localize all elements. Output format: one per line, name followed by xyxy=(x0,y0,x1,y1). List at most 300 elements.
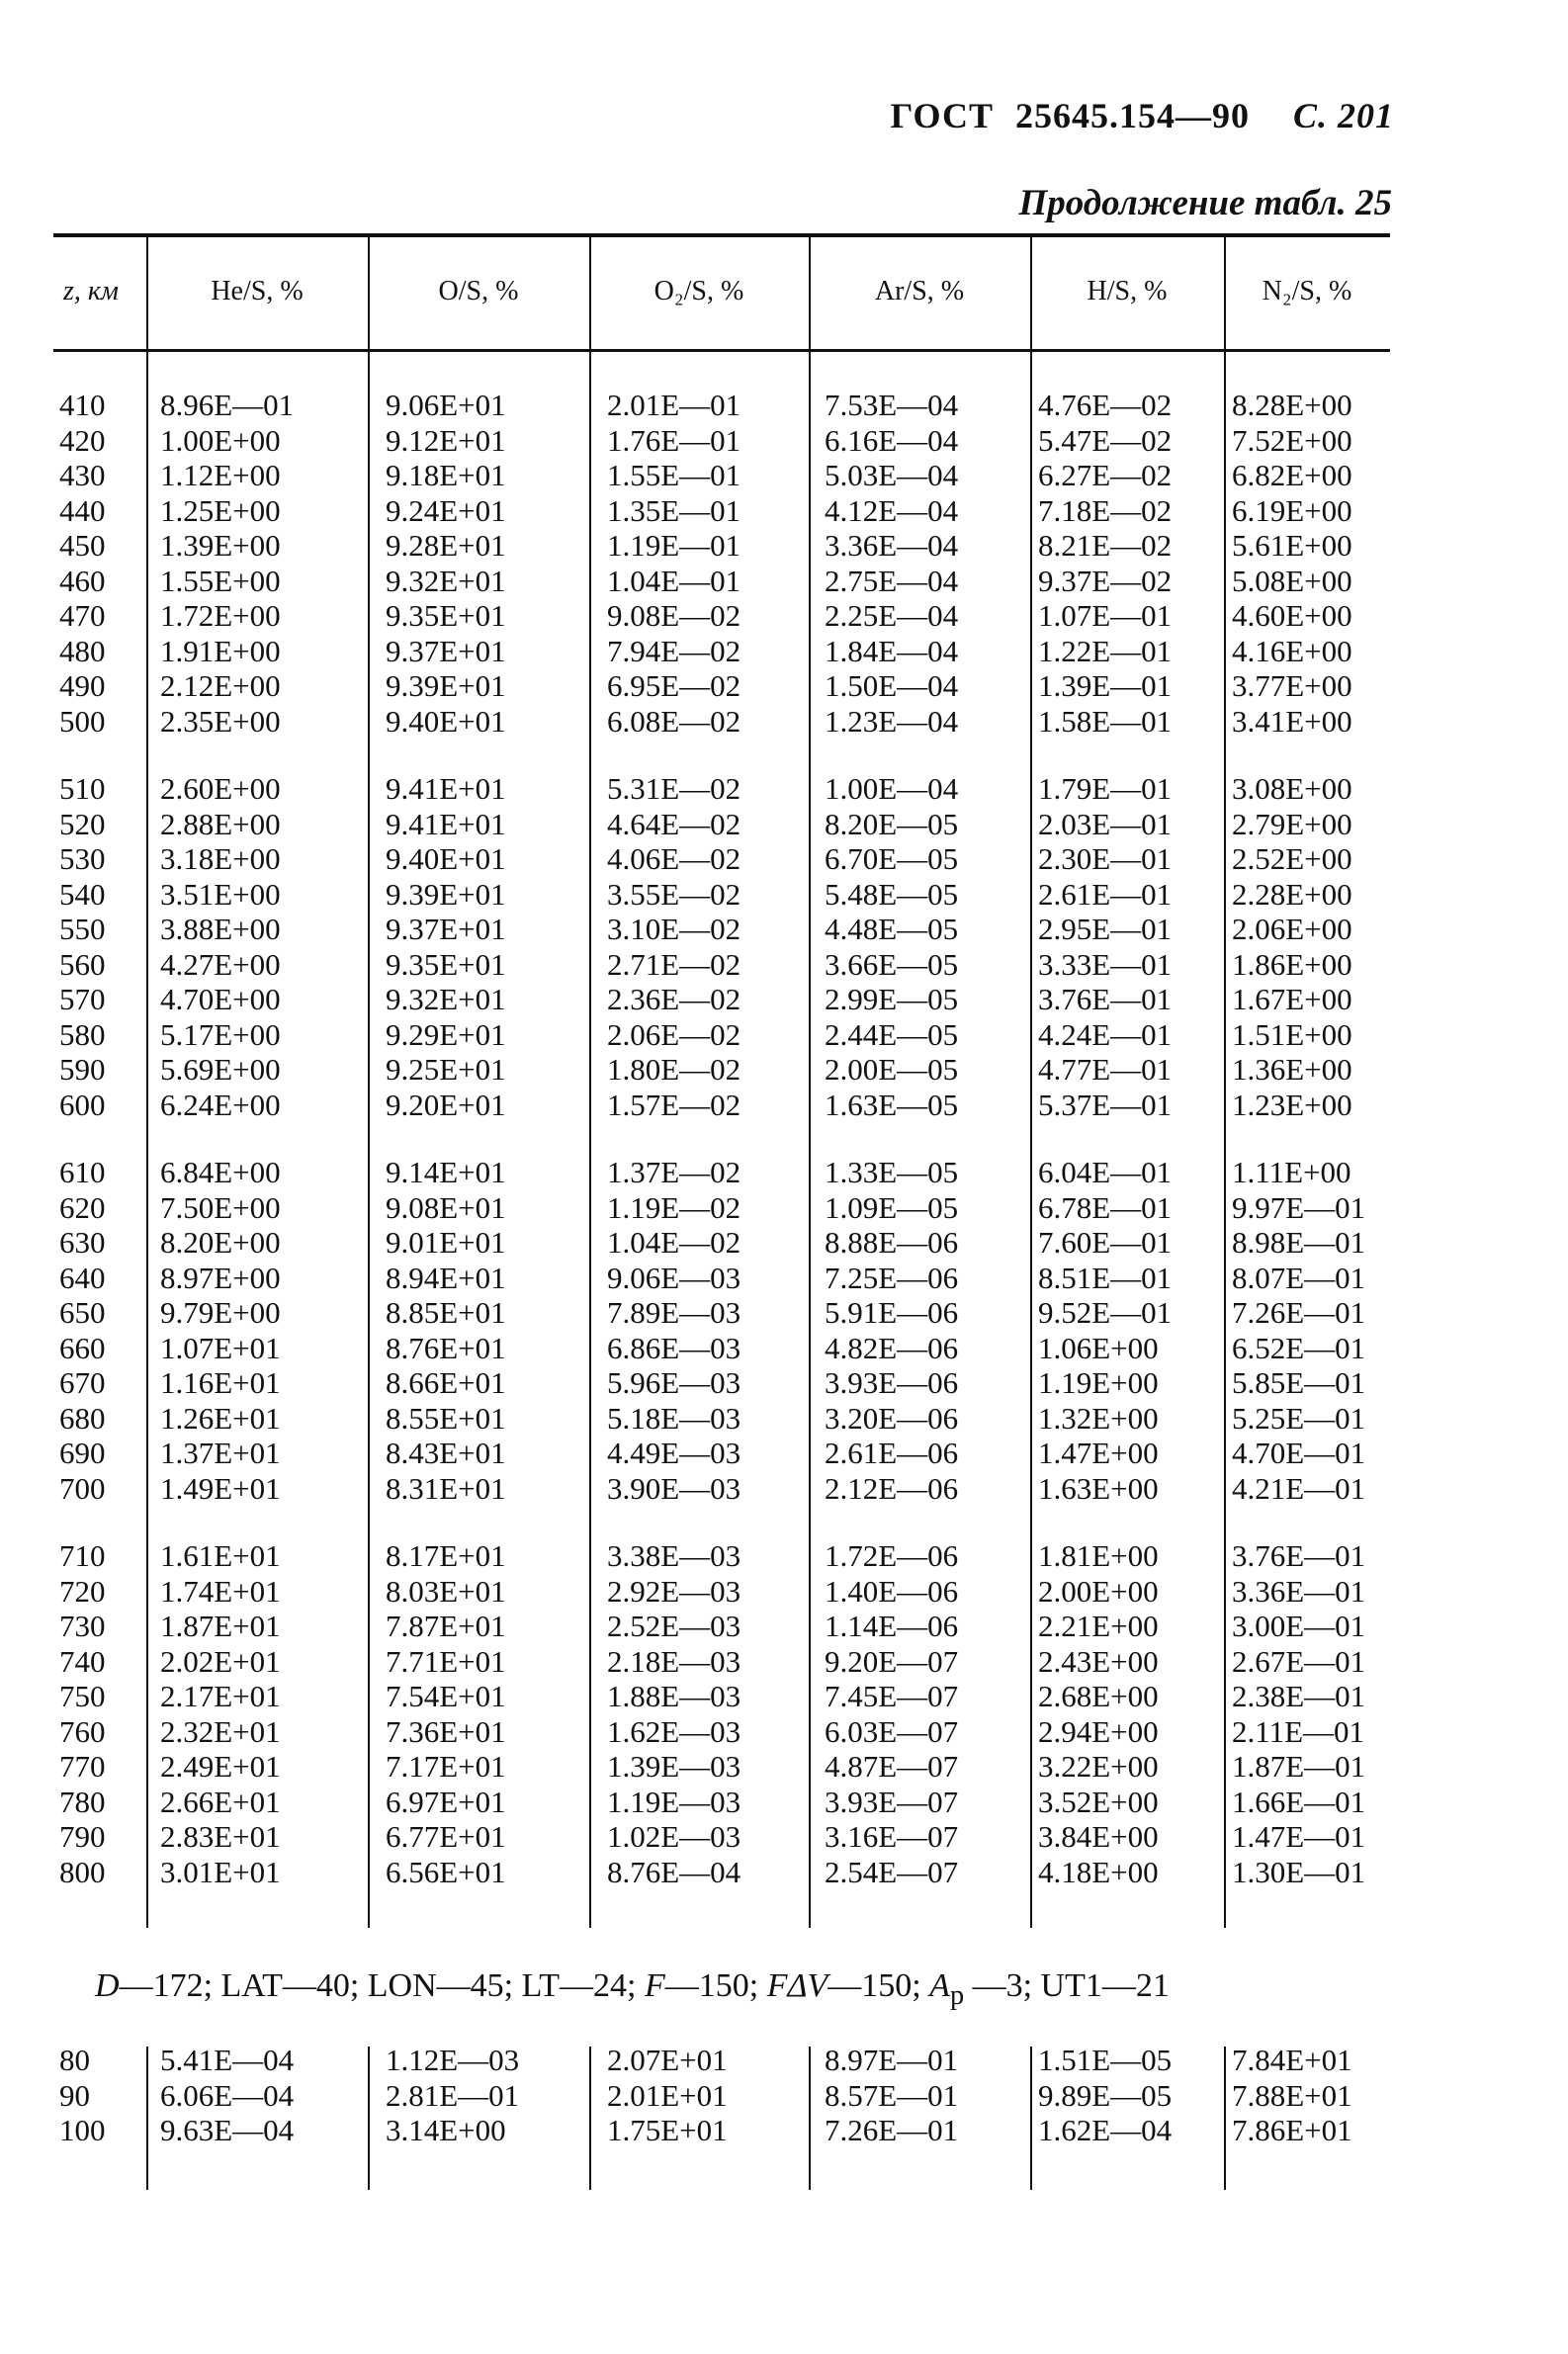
cell-o2: 3.55E—02 xyxy=(607,876,741,912)
cell-altitude: 680 xyxy=(59,1400,106,1436)
cell-o2: 7.94E—02 xyxy=(607,633,741,668)
cell-he: 9.79E+00 xyxy=(160,1295,281,1330)
cell-altitude: 780 xyxy=(59,1784,106,1819)
cell-ar: 2.75E—04 xyxy=(825,563,959,598)
cell-altitude: 500 xyxy=(59,703,106,739)
cell-altitude: 620 xyxy=(59,1189,106,1225)
upper-column-divider xyxy=(589,237,591,1928)
cell-ar: 1.09E—05 xyxy=(825,1189,959,1225)
cell-he: 2.32E+01 xyxy=(160,1713,281,1749)
cell-n2: 3.08E+00 xyxy=(1232,771,1352,806)
cell-altitude: 730 xyxy=(59,1609,106,1643)
cell-ar: 1.40E—06 xyxy=(825,1573,959,1609)
cell-o2: 4.64E—02 xyxy=(607,806,741,841)
cell-o2: 6.08E—02 xyxy=(607,703,741,739)
cell-n2: 9.97E—01 xyxy=(1232,1189,1366,1225)
cell-altitude: 590 xyxy=(59,1052,106,1087)
cell-h: 4.76E—02 xyxy=(1038,388,1173,422)
cell-o: 9.18E+01 xyxy=(386,458,506,492)
cell-n2: 4.21E—01 xyxy=(1232,1470,1366,1506)
cell-h: 9.52E—01 xyxy=(1038,1295,1173,1330)
cell-o2: 5.18E—03 xyxy=(607,1400,741,1436)
cell-he: 1.07E+01 xyxy=(160,1330,281,1365)
cell-n2: 3.41E+00 xyxy=(1232,703,1352,739)
cell-h: 2.21E+00 xyxy=(1038,1609,1159,1643)
cell-he: 8.96E—01 xyxy=(160,388,295,422)
cell-ar: 5.91E—06 xyxy=(825,1295,959,1330)
cell-n2: 1.30E—01 xyxy=(1232,1854,1366,1889)
cell-h: 1.63E+00 xyxy=(1038,1470,1159,1506)
cell-o: 9.37E+01 xyxy=(386,912,506,946)
cell-n2: 1.87E—01 xyxy=(1232,1749,1366,1784)
upper-column-divider xyxy=(1224,237,1226,1928)
cell-o: 7.71E+01 xyxy=(386,1643,506,1679)
cell-ar: 2.25E—04 xyxy=(825,598,959,633)
cell-h: 1.51E—05 xyxy=(1038,2043,1173,2077)
cell-altitude: 560 xyxy=(59,946,106,982)
cell-h: 4.18E+00 xyxy=(1038,1854,1159,1889)
cell-ar: 6.03E—07 xyxy=(825,1713,959,1749)
cell-o: 9.41E+01 xyxy=(386,771,506,806)
lower-column-divider xyxy=(1030,2047,1032,2190)
cond-d-rest: —172; LAT—40; LON—45; LT—24; xyxy=(119,1967,645,2004)
cell-ar: 2.61E—06 xyxy=(825,1436,959,1470)
cell-he: 3.01E+01 xyxy=(160,1854,281,1889)
cell-he: 1.16E+01 xyxy=(160,1365,281,1400)
cond-d-label: D xyxy=(95,1967,120,2004)
cell-altitude: 550 xyxy=(59,912,106,946)
cell-h: 1.79E—01 xyxy=(1038,771,1173,806)
cell-altitude: 800 xyxy=(59,1854,106,1889)
cell-altitude: 530 xyxy=(59,841,106,876)
cell-he: 5.41E—04 xyxy=(160,2043,295,2077)
cell-o2: 2.01E+01 xyxy=(607,2077,728,2113)
cell-o: 9.20E+01 xyxy=(386,1087,506,1122)
cell-o2: 1.02E—03 xyxy=(607,1819,741,1854)
cell-n2: 1.51E+00 xyxy=(1232,1016,1352,1052)
upper-column-divider xyxy=(368,237,370,1928)
cell-ar: 4.87E—07 xyxy=(825,1749,959,1784)
cell-o2: 1.75E+01 xyxy=(607,2113,728,2147)
cell-o2: 1.39E—03 xyxy=(607,1749,741,1784)
cell-o: 8.66E+01 xyxy=(386,1365,506,1400)
cell-ar: 1.63E—05 xyxy=(825,1087,959,1122)
cell-h: 1.39E—01 xyxy=(1038,668,1173,703)
lower-column-divider xyxy=(146,2047,148,2190)
lower-column-divider xyxy=(368,2047,370,2190)
cell-o2: 5.96E—03 xyxy=(607,1365,741,1400)
cell-n2: 7.88E+01 xyxy=(1232,2077,1352,2113)
cell-o: 9.40E+01 xyxy=(386,841,506,876)
cell-o: 2.81E—01 xyxy=(386,2077,520,2113)
cell-altitude: 650 xyxy=(59,1295,106,1330)
cell-o: 9.32E+01 xyxy=(386,563,506,598)
cell-altitude: 770 xyxy=(59,1749,106,1784)
cell-h: 2.30E—01 xyxy=(1038,841,1173,876)
cond-fav-label: FΔV xyxy=(766,1967,828,2004)
cell-altitude: 470 xyxy=(59,598,106,633)
cell-he: 2.17E+01 xyxy=(160,1679,281,1713)
cell-altitude: 490 xyxy=(59,668,106,703)
cell-o2: 6.95E—02 xyxy=(607,668,741,703)
cell-ar: 5.48E—05 xyxy=(825,876,959,912)
cell-o2: 1.88E—03 xyxy=(607,1679,741,1713)
cond-ap-label: A xyxy=(929,1967,950,2004)
cell-he: 2.60E+00 xyxy=(160,771,281,806)
cond-fav-rest: —150; xyxy=(828,1967,930,2004)
cell-ar: 1.84E—04 xyxy=(825,633,959,668)
cell-n2: 3.36E—01 xyxy=(1232,1573,1366,1609)
cond-ap-sub: p xyxy=(949,1979,965,2011)
cell-o: 8.94E+01 xyxy=(386,1260,506,1295)
cell-n2: 2.67E—01 xyxy=(1232,1643,1366,1679)
cell-he: 1.39E+00 xyxy=(160,528,281,563)
cell-he: 7.50E+00 xyxy=(160,1189,281,1225)
cell-he: 2.12E+00 xyxy=(160,668,281,703)
cell-o2: 9.06E—03 xyxy=(607,1260,741,1295)
cell-n2: 1.23E+00 xyxy=(1232,1087,1352,1122)
cell-h: 2.00E+00 xyxy=(1038,1573,1159,1609)
cell-altitude: 600 xyxy=(59,1087,106,1122)
cell-o: 6.56E+01 xyxy=(386,1854,506,1889)
cell-o2: 2.36E—02 xyxy=(607,982,741,1016)
standard-label: ГОСТ xyxy=(890,96,994,135)
cell-h: 6.04E—01 xyxy=(1038,1155,1173,1189)
cell-h: 3.76E—01 xyxy=(1038,982,1173,1016)
cond-f-rest: —150; xyxy=(664,1967,767,2004)
cell-n2: 2.38E—01 xyxy=(1232,1679,1366,1713)
cell-ar: 2.12E—06 xyxy=(825,1470,959,1506)
cell-n2: 1.47E—01 xyxy=(1232,1819,1366,1854)
cell-ar: 4.12E—04 xyxy=(825,492,959,528)
cell-he: 9.63E—04 xyxy=(160,2113,295,2147)
cell-h: 5.47E—02 xyxy=(1038,422,1173,458)
cell-o: 9.24E+01 xyxy=(386,492,506,528)
cell-h: 1.06E+00 xyxy=(1038,1330,1159,1365)
cell-h: 3.84E+00 xyxy=(1038,1819,1159,1854)
cell-ar: 1.00E—04 xyxy=(825,771,959,806)
cell-n2: 8.98E—01 xyxy=(1232,1225,1366,1260)
cell-altitude: 660 xyxy=(59,1330,106,1365)
cell-o2: 2.07E+01 xyxy=(607,2043,728,2077)
cell-n2: 1.36E+00 xyxy=(1232,1052,1352,1087)
cell-o: 6.97E+01 xyxy=(386,1784,506,1819)
cell-h: 1.58E—01 xyxy=(1038,703,1173,739)
cell-o: 9.37E+01 xyxy=(386,633,506,668)
cell-o: 9.12E+01 xyxy=(386,422,506,458)
cell-altitude: 630 xyxy=(59,1225,106,1260)
cell-n2: 5.08E+00 xyxy=(1232,563,1352,598)
upper-column-divider xyxy=(146,237,148,1928)
cell-n2: 4.16E+00 xyxy=(1232,633,1352,668)
cell-altitude: 750 xyxy=(59,1679,106,1713)
cell-o: 9.28E+01 xyxy=(386,528,506,563)
cell-n2: 6.82E+00 xyxy=(1232,458,1352,492)
cell-altitude: 720 xyxy=(59,1573,106,1609)
cell-o2: 5.31E—02 xyxy=(607,771,741,806)
cell-o: 9.39E+01 xyxy=(386,876,506,912)
lower-column-divider xyxy=(809,2047,811,2190)
cell-ar: 1.23E—04 xyxy=(825,703,959,739)
cell-h: 6.78E—01 xyxy=(1038,1189,1173,1225)
cell-o: 7.17E+01 xyxy=(386,1749,506,1784)
cell-altitude: 450 xyxy=(59,528,106,563)
cell-altitude: 710 xyxy=(59,1538,106,1573)
cell-o: 9.01E+01 xyxy=(386,1225,506,1260)
cell-altitude: 80 xyxy=(59,2043,90,2077)
cell-ar: 4.48E—05 xyxy=(825,912,959,946)
cell-he: 1.49E+01 xyxy=(160,1470,281,1506)
upper-column-divider xyxy=(1030,237,1032,1928)
column-header-n2: N₂/S, % xyxy=(1262,276,1352,306)
cell-o2: 1.55E—01 xyxy=(607,458,741,492)
cell-o: 9.32E+01 xyxy=(386,982,506,1016)
cell-o: 7.36E+01 xyxy=(386,1713,506,1749)
cell-o2: 3.10E—02 xyxy=(607,912,741,946)
column-header-altitude: z, км xyxy=(63,276,119,306)
cell-n2: 2.79E+00 xyxy=(1232,806,1352,841)
cell-n2: 4.60E+00 xyxy=(1232,598,1352,633)
column-header-he: He/S, % xyxy=(211,276,304,306)
cell-he: 5.69E+00 xyxy=(160,1052,281,1087)
model-conditions-line xyxy=(95,1967,1170,2012)
cell-he: 4.70E+00 xyxy=(160,982,281,1016)
standard-number: 25645.154—90 xyxy=(1014,96,1250,135)
cell-o: 9.40E+01 xyxy=(386,703,506,739)
cell-h: 1.81E+00 xyxy=(1038,1538,1159,1573)
cell-o2: 2.71E—02 xyxy=(607,946,741,982)
cell-h: 1.07E—01 xyxy=(1038,598,1173,633)
cell-altitude: 740 xyxy=(59,1643,106,1679)
column-header-o2: O₂/S, % xyxy=(653,276,744,306)
cell-altitude: 610 xyxy=(59,1155,106,1189)
cell-he: 3.18E+00 xyxy=(160,841,281,876)
cell-o: 1.12E—03 xyxy=(386,2043,520,2077)
cell-ar: 4.82E—06 xyxy=(825,1330,959,1365)
cell-o2: 3.38E—03 xyxy=(607,1538,741,1573)
cell-o: 9.08E+01 xyxy=(386,1189,506,1225)
lower-column-divider xyxy=(1224,2047,1226,2190)
cell-ar: 7.26E—01 xyxy=(825,2113,959,2147)
cell-altitude: 510 xyxy=(59,771,106,806)
cell-n2: 5.61E+00 xyxy=(1232,528,1352,563)
cell-altitude: 520 xyxy=(59,806,106,841)
cell-o2: 3.90E—03 xyxy=(607,1470,741,1506)
cell-h: 6.27E—02 xyxy=(1038,458,1173,492)
cell-h: 3.33E—01 xyxy=(1038,946,1173,982)
cell-n2: 3.76E—01 xyxy=(1232,1538,1366,1573)
cell-h: 2.61E—01 xyxy=(1038,876,1173,912)
cell-n2: 4.70E—01 xyxy=(1232,1436,1366,1470)
cell-o2: 1.04E—01 xyxy=(607,563,741,598)
cell-o2: 1.37E—02 xyxy=(607,1155,741,1189)
cell-he: 1.72E+00 xyxy=(160,598,281,633)
cell-he: 2.35E+00 xyxy=(160,703,281,739)
cell-ar: 3.20E—06 xyxy=(825,1400,959,1436)
cell-ar: 2.99E—05 xyxy=(825,982,959,1016)
cell-h: 7.60E—01 xyxy=(1038,1225,1173,1260)
cell-o: 9.35E+01 xyxy=(386,598,506,633)
cell-ar: 7.25E—06 xyxy=(825,1260,959,1295)
cell-h: 7.18E—02 xyxy=(1038,492,1173,528)
cell-he: 5.17E+00 xyxy=(160,1016,281,1052)
cell-o2: 7.89E—03 xyxy=(607,1295,741,1330)
cell-n2: 7.86E+01 xyxy=(1232,2113,1352,2147)
cell-o: 6.77E+01 xyxy=(386,1819,506,1854)
cell-ar: 3.36E—04 xyxy=(825,528,959,563)
cell-altitude: 570 xyxy=(59,982,106,1016)
cell-altitude: 580 xyxy=(59,1016,106,1052)
cell-he: 1.26E+01 xyxy=(160,1400,281,1436)
cell-altitude: 540 xyxy=(59,876,106,912)
cell-o2: 1.04E—02 xyxy=(607,1225,741,1260)
cell-ar: 3.16E—07 xyxy=(825,1819,959,1854)
cell-n2: 8.28E+00 xyxy=(1232,388,1352,422)
page-header xyxy=(891,95,1394,136)
cell-o: 3.14E+00 xyxy=(386,2113,506,2147)
cell-he: 2.49E+01 xyxy=(160,1749,281,1784)
cell-o: 9.41E+01 xyxy=(386,806,506,841)
cell-o2: 8.76E—04 xyxy=(607,1854,741,1889)
cell-he: 2.83E+01 xyxy=(160,1819,281,1854)
cell-o: 9.35E+01 xyxy=(386,946,506,982)
cell-altitude: 640 xyxy=(59,1260,106,1295)
cell-altitude: 670 xyxy=(59,1365,106,1400)
lower-column-divider xyxy=(589,2047,591,2190)
cell-o: 9.06E+01 xyxy=(386,388,506,422)
cell-h: 2.03E—01 xyxy=(1038,806,1173,841)
cell-o: 8.85E+01 xyxy=(386,1295,506,1330)
cell-h: 4.24E—01 xyxy=(1038,1016,1173,1052)
cell-o: 8.17E+01 xyxy=(386,1538,506,1573)
cell-ar: 2.00E—05 xyxy=(825,1052,959,1087)
cell-he: 6.06E—04 xyxy=(160,2077,295,2113)
cell-o: 8.03E+01 xyxy=(386,1573,506,1609)
cell-o2: 1.62E—03 xyxy=(607,1713,741,1749)
cell-n2: 5.85E—01 xyxy=(1232,1365,1366,1400)
cell-altitude: 790 xyxy=(59,1819,106,1854)
cell-ar: 2.54E—07 xyxy=(825,1854,959,1889)
cell-n2: 1.66E—01 xyxy=(1232,1784,1366,1819)
cell-o: 9.25E+01 xyxy=(386,1052,506,1087)
cond-f-label: F xyxy=(644,1967,665,2004)
cell-ar: 2.44E—05 xyxy=(825,1016,959,1052)
cell-n2: 7.84E+01 xyxy=(1232,2043,1352,2077)
cell-he: 1.00E+00 xyxy=(160,422,281,458)
cell-ar: 7.45E—07 xyxy=(825,1679,959,1713)
cell-he: 1.61E+01 xyxy=(160,1538,281,1573)
cell-n2: 5.25E—01 xyxy=(1232,1400,1366,1436)
cell-he: 3.88E+00 xyxy=(160,912,281,946)
cell-n2: 1.86E+00 xyxy=(1232,946,1352,982)
upper-column-divider xyxy=(809,237,811,1928)
cell-o2: 1.76E—01 xyxy=(607,422,741,458)
cell-o: 9.39E+01 xyxy=(386,668,506,703)
cell-h: 1.32E+00 xyxy=(1038,1400,1159,1436)
cell-o2: 2.06E—02 xyxy=(607,1016,741,1052)
cell-o: 8.43E+01 xyxy=(386,1436,506,1470)
cell-ar: 6.70E—05 xyxy=(825,841,959,876)
cell-ar: 8.97E—01 xyxy=(825,2043,959,2077)
cell-o2: 1.19E—01 xyxy=(607,528,741,563)
cell-he: 2.88E+00 xyxy=(160,806,281,841)
cell-he: 4.27E+00 xyxy=(160,946,281,982)
cell-he: 1.25E+00 xyxy=(160,492,281,528)
cell-altitude: 690 xyxy=(59,1436,106,1470)
cell-h: 8.21E—02 xyxy=(1038,528,1173,563)
cell-ar: 6.16E—04 xyxy=(825,422,959,458)
cell-ar: 7.53E—04 xyxy=(825,388,959,422)
cell-o2: 6.86E—03 xyxy=(607,1330,741,1365)
cell-h: 3.22E+00 xyxy=(1038,1749,1159,1784)
cell-o2: 1.80E—02 xyxy=(607,1052,741,1087)
cell-ar: 1.72E—06 xyxy=(825,1538,959,1573)
cell-n2: 2.06E+00 xyxy=(1232,912,1352,946)
cell-h: 8.51E—01 xyxy=(1038,1260,1173,1295)
cell-he: 1.37E+01 xyxy=(160,1436,281,1470)
cell-h: 1.19E+00 xyxy=(1038,1365,1159,1400)
cell-he: 6.24E+00 xyxy=(160,1087,281,1122)
cell-o2: 1.19E—02 xyxy=(607,1189,741,1225)
cell-n2: 7.26E—01 xyxy=(1232,1295,1366,1330)
cell-h: 4.77E—01 xyxy=(1038,1052,1173,1087)
cell-he: 1.55E+00 xyxy=(160,563,281,598)
column-header-h: H/S, % xyxy=(1087,276,1168,306)
cell-altitude: 410 xyxy=(59,388,106,422)
cell-ar: 8.88E—06 xyxy=(825,1225,959,1260)
cell-he: 6.84E+00 xyxy=(160,1155,281,1189)
cell-o2: 1.19E—03 xyxy=(607,1784,741,1819)
cell-altitude: 440 xyxy=(59,492,106,528)
cell-o: 7.87E+01 xyxy=(386,1609,506,1643)
cell-n2: 7.52E+00 xyxy=(1232,422,1352,458)
cell-ar: 5.03E—04 xyxy=(825,458,959,492)
cell-n2: 1.11E+00 xyxy=(1232,1155,1351,1189)
cell-o: 8.55E+01 xyxy=(386,1400,506,1436)
cell-ar: 1.14E—06 xyxy=(825,1609,959,1643)
cell-ar: 3.66E—05 xyxy=(825,946,959,982)
cell-o: 8.76E+01 xyxy=(386,1330,506,1365)
cell-h: 1.62E—04 xyxy=(1038,2113,1173,2147)
cell-altitude: 430 xyxy=(59,458,106,492)
cond-ap-rest: —3; UT1—21 xyxy=(964,1967,1170,2004)
cell-n2: 3.77E+00 xyxy=(1232,668,1352,703)
cell-h: 3.52E+00 xyxy=(1038,1784,1159,1819)
cell-h: 5.37E—01 xyxy=(1038,1087,1173,1122)
cell-h: 2.94E+00 xyxy=(1038,1713,1159,1749)
column-header-o: O/S, % xyxy=(438,276,519,306)
table-caption: Продолжение табл. 25 xyxy=(1018,183,1392,223)
cell-altitude: 420 xyxy=(59,422,106,458)
cell-h: 1.22E—01 xyxy=(1038,633,1173,668)
cell-ar: 3.93E—06 xyxy=(825,1365,959,1400)
cell-he: 8.97E+00 xyxy=(160,1260,281,1295)
cell-ar: 3.93E—07 xyxy=(825,1784,959,1819)
column-header-ar: Ar/S, % xyxy=(874,276,965,306)
cell-ar: 8.57E—01 xyxy=(825,2077,959,2113)
page-number: С. 201 xyxy=(1292,96,1394,135)
cell-he: 8.20E+00 xyxy=(160,1225,281,1260)
cell-o2: 4.49E—03 xyxy=(607,1436,741,1470)
cell-he: 1.91E+00 xyxy=(160,633,281,668)
cell-h: 2.95E—01 xyxy=(1038,912,1173,946)
cell-n2: 6.19E+00 xyxy=(1232,492,1352,528)
cell-o2: 2.18E—03 xyxy=(607,1643,741,1679)
cell-o2: 1.57E—02 xyxy=(607,1087,741,1122)
cell-o2: 4.06E—02 xyxy=(607,841,741,876)
cell-n2: 8.07E—01 xyxy=(1232,1260,1366,1295)
cell-h: 2.43E+00 xyxy=(1038,1643,1159,1679)
